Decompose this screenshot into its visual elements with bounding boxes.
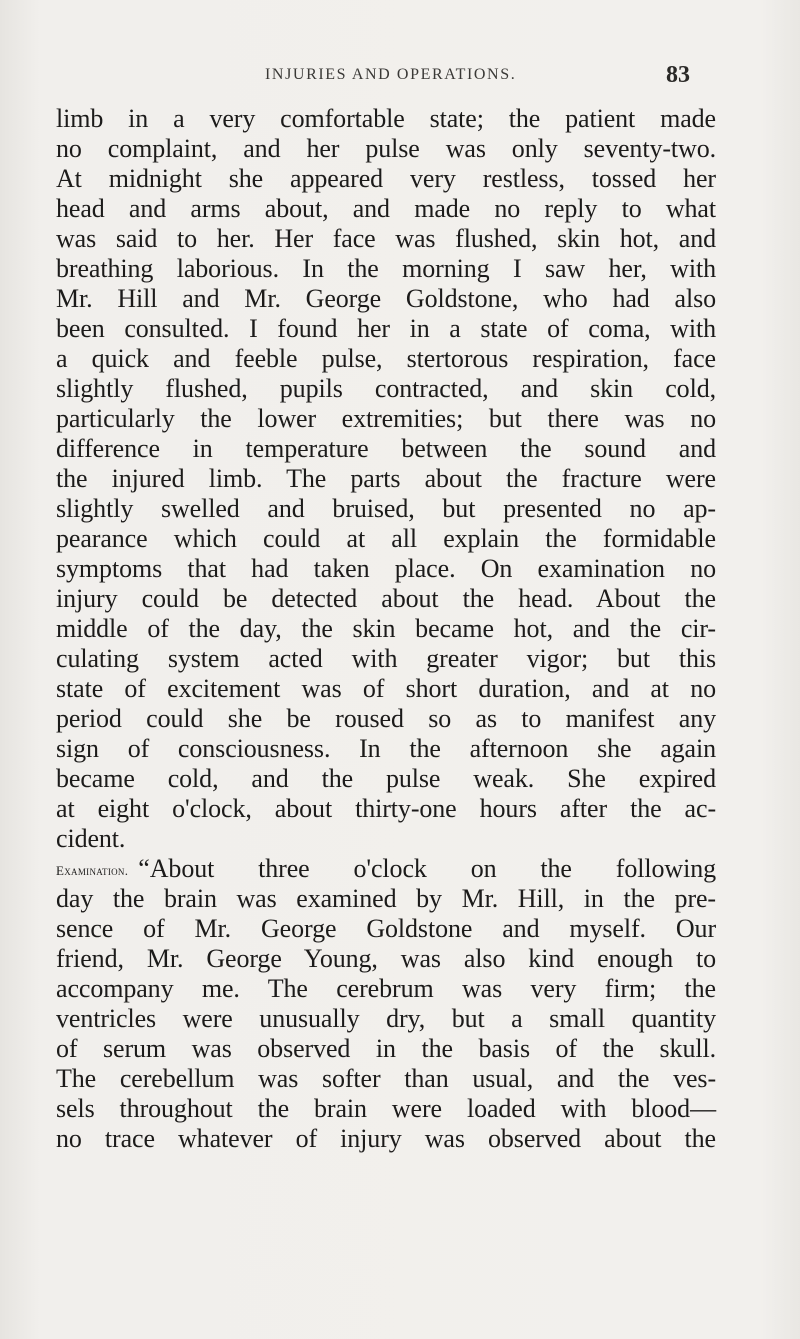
- text-line: “About three o'clock on the following: [138, 854, 716, 883]
- text-line: state of excitement was of short duration, and at no: [56, 674, 716, 703]
- text-line: middle of the day, the skin became hot, and the cir-: [56, 614, 716, 643]
- text-line: a quick and feeble pulse, stertorous respiration, face: [56, 344, 716, 373]
- text-line: sign of consciousness. In the afternoon she again: [56, 734, 716, 763]
- text-line: Mr. Hill and Mr. George Goldstone, who had also: [56, 284, 716, 313]
- text-line: became cold, and the pulse weak. She expired: [56, 764, 716, 793]
- text-line: culating system acted with greater vigor; but this: [56, 644, 716, 673]
- page-number: 83: [666, 62, 690, 88]
- text-line: been consulted. I found her in a state of coma, with: [56, 314, 716, 343]
- text-line: day the brain was examined by Mr. Hill, in the pre-: [56, 884, 716, 913]
- text-line: ventricles were unusually dry, but a small quantity: [56, 1004, 716, 1033]
- text-line: slightly swelled and bruised, but presented no ap-: [56, 494, 716, 523]
- running-head: INJURIES AND OPERATIONS.: [265, 66, 517, 83]
- text-line: friend, Mr. George Young, was also kind enough to: [56, 944, 716, 973]
- paragraph-1: [56, 104, 716, 854]
- text-line: sence of Mr. George Goldstone and myself. Our: [56, 914, 716, 943]
- text-line-with-sidenote: [56, 854, 716, 884]
- page-header: [110, 62, 690, 96]
- text-line: slightly flushed, pupils contracted, and skin cold,: [56, 374, 716, 403]
- text-line: cident.: [56, 824, 126, 853]
- text-line: was said to her. Her face was flushed, skin hot, and: [56, 224, 716, 253]
- text-line: injury could be detected about the head. About the: [56, 584, 716, 613]
- text-line: head and arms about, and made no reply to what: [56, 194, 716, 223]
- paragraph-2: [56, 854, 716, 1154]
- text-line: at eight o'clock, about thirty-one hours after the ac-: [56, 794, 716, 823]
- body-text: [56, 104, 716, 1154]
- text-line: accompany me. The cerebrum was very firm; the: [56, 974, 716, 1003]
- text-line: no trace whatever of injury was observed about the: [56, 1124, 716, 1153]
- text-line: pearance which could at all explain the formidable: [56, 524, 716, 553]
- text-line: limb in a very comfortable state; the patient made: [56, 104, 716, 133]
- margin-note: Examination.: [56, 863, 129, 878]
- text-line: breathing laborious. In the morning I saw her, with: [56, 254, 716, 283]
- text-line: sels throughout the brain were loaded with blood—: [56, 1094, 716, 1123]
- text-line: no complaint, and her pulse was only seventy-two.: [56, 134, 716, 163]
- text-line: of serum was observed in the basis of the skull.: [56, 1034, 716, 1063]
- text-line: period could she be roused so as to manifest any: [56, 704, 716, 733]
- text-line: particularly the lower extremities; but there was no: [56, 404, 716, 433]
- text-line: the injured limb. The parts about the fracture were: [56, 464, 716, 493]
- text-line: symptoms that had taken place. On examination no: [56, 554, 716, 583]
- text-line: difference in temperature between the sound and: [56, 434, 716, 463]
- text-line: At midnight she appeared very restless, tossed her: [56, 164, 716, 193]
- text-line: The cerebellum was softer than usual, and the ves-: [56, 1064, 716, 1093]
